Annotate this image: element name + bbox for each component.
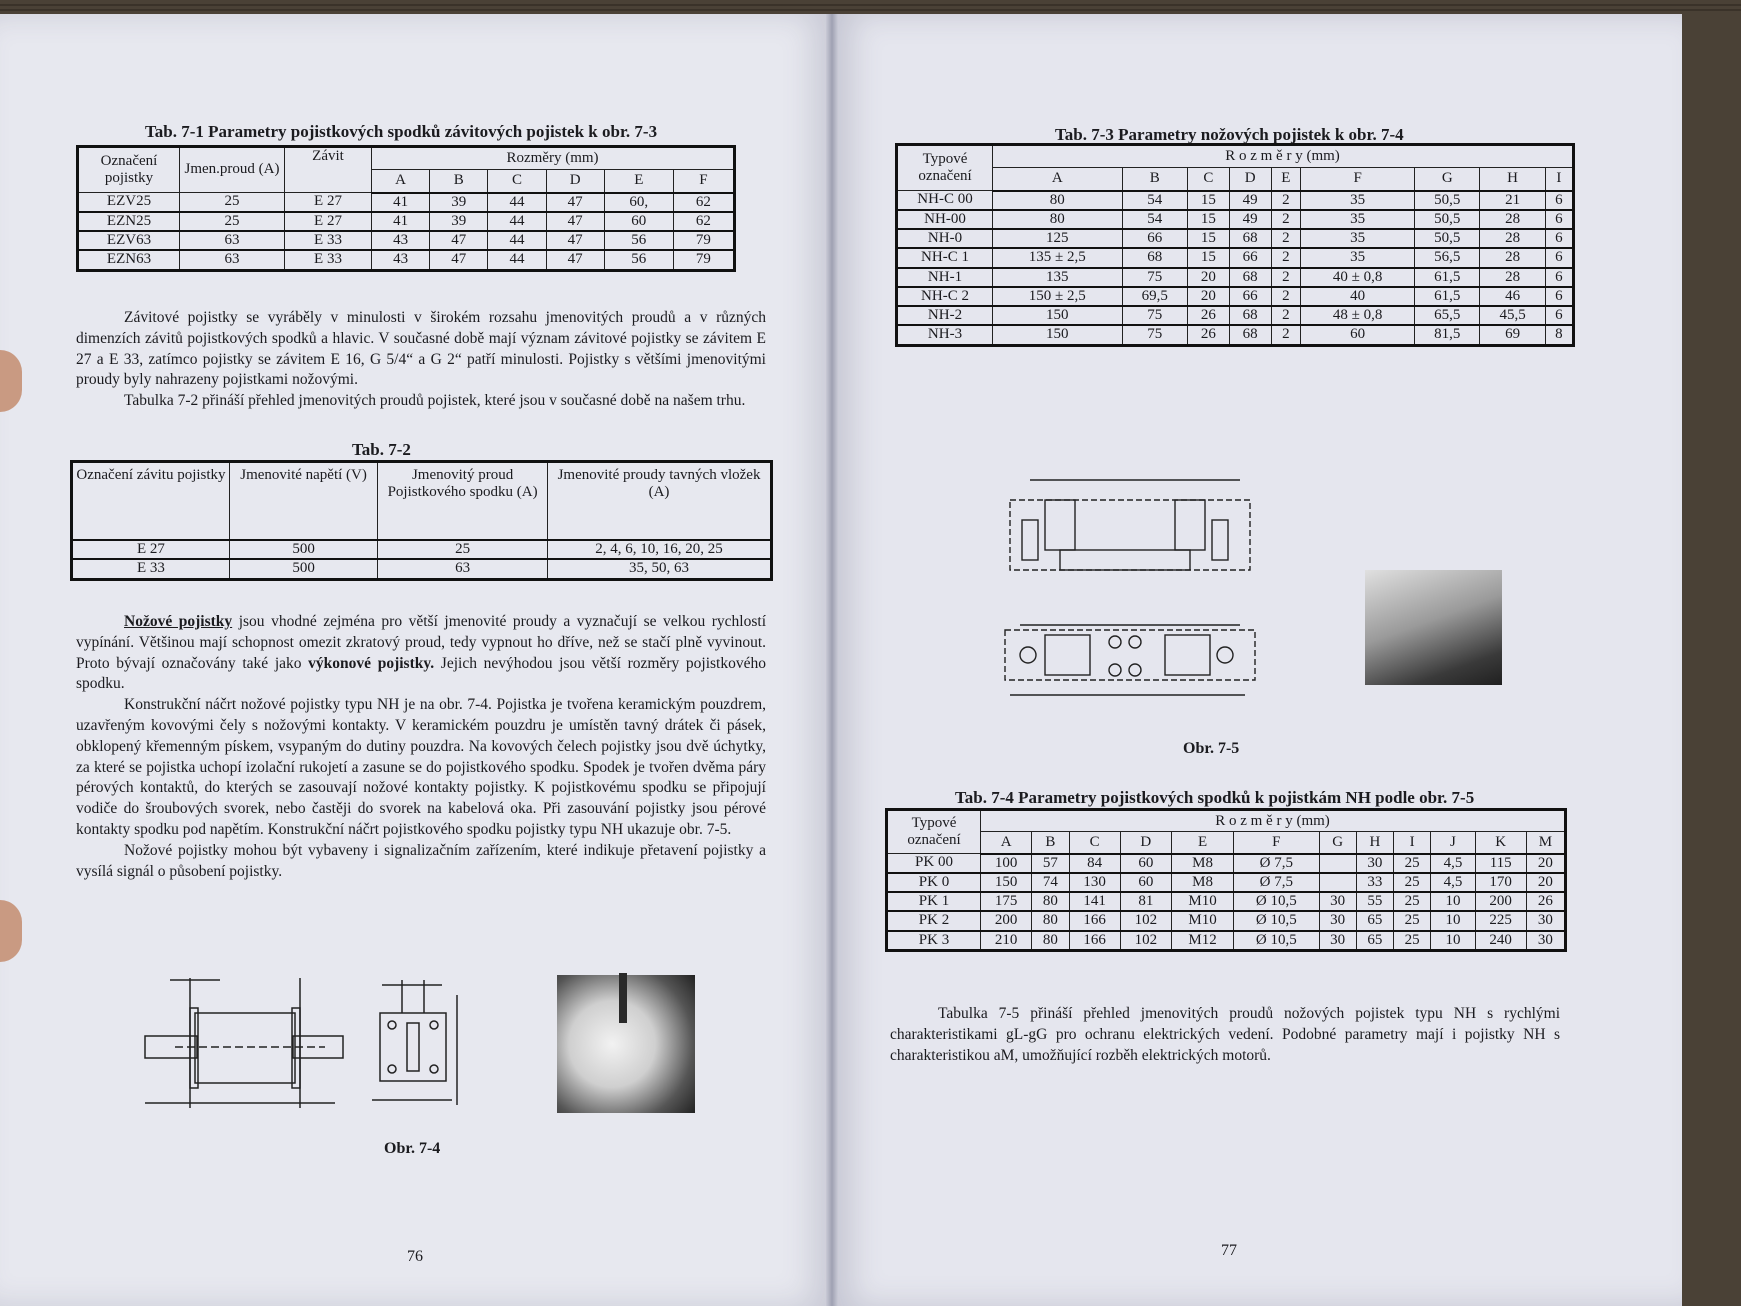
tab73-cell: 28 bbox=[1480, 229, 1545, 248]
tab71-cell: 39 bbox=[430, 212, 488, 231]
tab73-cell: 6 bbox=[1545, 268, 1573, 287]
tab73-cell: 61,5 bbox=[1415, 287, 1480, 306]
tab71-cell: 47 bbox=[430, 231, 488, 250]
tab73-cell: 2 bbox=[1271, 229, 1301, 248]
tab74-cell: 25 bbox=[1394, 873, 1431, 892]
tab74-cell: 100 bbox=[981, 854, 1032, 873]
tab74-cell: 200 bbox=[981, 911, 1032, 930]
tab71-cell: 43 bbox=[372, 231, 430, 250]
tab74-dim-header: E bbox=[1171, 832, 1233, 854]
tab72-cell: 500 bbox=[229, 559, 377, 579]
tab73-cell: 69 bbox=[1480, 325, 1545, 345]
tab73-cell: 135 bbox=[993, 268, 1123, 287]
tab71-cell: 62 bbox=[673, 193, 734, 212]
tab73-cell: 81,5 bbox=[1415, 325, 1480, 345]
fuse-side-drawing bbox=[135, 968, 345, 1118]
tab74-cell: 30 bbox=[1526, 911, 1565, 930]
tab73-cell: NH-C 2 bbox=[897, 287, 993, 306]
tab71-cell: 60, bbox=[604, 193, 673, 212]
fig74-caption: Obr. 7-4 bbox=[384, 1140, 441, 1157]
tab72-row bbox=[72, 540, 772, 559]
wood-grain bbox=[0, 4, 1741, 6]
tab73-row bbox=[897, 191, 1574, 210]
tab73-caption: Tab. 7-3 Parametry nožových pojistek k obr. 7-4 bbox=[1055, 125, 1404, 144]
tab71-cell: 44 bbox=[488, 231, 546, 250]
tab74-dim-header: B bbox=[1032, 832, 1069, 854]
tab71-cell: 56 bbox=[604, 231, 673, 250]
tab73-cell: 54 bbox=[1122, 210, 1187, 229]
tab74-head-rozmery: R o z m ě r y (mm) bbox=[981, 810, 1566, 832]
tab74-cell: 55 bbox=[1356, 892, 1393, 911]
tab71-dim-header: C bbox=[488, 170, 546, 193]
tab72-header: Jmenovité napětí (V) bbox=[229, 462, 377, 541]
tab73-cell: 40 bbox=[1301, 287, 1415, 306]
tab71-dim-header: D bbox=[546, 170, 604, 193]
tab73-cell: NH-1 bbox=[897, 268, 993, 287]
tab74-cell: Ø 10,5 bbox=[1234, 931, 1319, 951]
tab73-cell: 150 bbox=[993, 306, 1123, 325]
tab74-head-typ: Typové označení bbox=[887, 810, 981, 854]
tab74-cell: PK 00 bbox=[887, 854, 981, 873]
tab74-row bbox=[887, 873, 1566, 892]
tab73-cell: 35 bbox=[1301, 210, 1415, 229]
tab71-cell: 44 bbox=[488, 250, 546, 270]
tab73-cell: 28 bbox=[1480, 210, 1545, 229]
tab73-cell: 66 bbox=[1229, 248, 1271, 267]
tab73-cell: 46 bbox=[1480, 287, 1545, 306]
tab73-cell: 49 bbox=[1229, 191, 1271, 210]
tab74-cell: M10 bbox=[1171, 911, 1233, 930]
tab74-cell: 57 bbox=[1032, 854, 1069, 873]
tab73-cell: 2 bbox=[1271, 306, 1301, 325]
tab73-cell: 69,5 bbox=[1122, 287, 1187, 306]
tab73-dim-header: C bbox=[1187, 168, 1229, 191]
tab71-dim-header: F bbox=[673, 170, 734, 193]
para3-a: jsou vhodné zejména pro větší jmenovité proudy a vyznačují se velkou rychlostí vypínání. Většinou mají schopnost omezit zkratový proud, tedy vypnout ho dříve, než se stačí plně vyvinout. Proto bývají označovány také jako bbox=[76, 613, 767, 672]
paragraph-tab75 bbox=[890, 1004, 1560, 1066]
para4-text: Konstrukční náčrt nožové pojistky typu NH je na obr. 7-4. Pojistka je tvořena keramickým pouzdrem, uzavřeným kovovými čely s nožovými kontakty. V keramickém pouzdru je umístěn tavný drátek či pásek, obklopený křemenným pískem, vsypaným do dutiny pouzdra. Na kovových čelech pojistky jsou dvě úchytky, za které se pojistka uchopí izolační rukojetí a zasune se do pojistkového spodku. Spodek je tvořen dvěma páry pérových kontaktů, do kterých se zasouvají nožové kontakty pojistky. K pojistkovému spodku se připojují vodiče do šroubových svorek, nebo častěji do svorek na kabelová oka. Při zasouvání pojistky jsou pérové kontakty spodku pod napětím. Konstrukční náčrt pojistkového spodku pojistky typu NH ukazuje obr. 7-5. bbox=[76, 696, 766, 838]
tab74-cell: 25 bbox=[1394, 854, 1431, 873]
tab71-cell: EZV63 bbox=[78, 231, 180, 250]
tab74-cell: 20 bbox=[1526, 854, 1565, 873]
tab74-cell: PK 2 bbox=[887, 911, 981, 930]
tab74-cell: 25 bbox=[1394, 931, 1431, 951]
paragraph-zavitove bbox=[76, 308, 766, 412]
para-bottom-text: Tabulka 7-5 přináší přehled jmenovitých proudů nožových pojistek typu NH s rychlými charakteristikami gL-gG pro ochranu elektrických vedení. Podobné parametry mají i pojistky NH s charakteristikou aM, umožňující rozběh elektrických motorů. bbox=[890, 1005, 1560, 1064]
tab73-row bbox=[897, 268, 1574, 287]
para2-text: Tabulka 7-2 přináší přehled jmenovitých proudů pojistek, které jsou v současné době na našem trhu. bbox=[124, 392, 746, 410]
tab73-cell: 80 bbox=[993, 191, 1123, 210]
tab71-cell: 25 bbox=[180, 212, 285, 231]
tab71-cell: EZV25 bbox=[78, 193, 180, 212]
tab71-cell: 25 bbox=[180, 193, 285, 212]
tab72-header: Označení závitu pojistky bbox=[72, 462, 230, 541]
tab73-row bbox=[897, 210, 1574, 229]
tab71-row bbox=[78, 193, 735, 212]
tab74-dim-header: A bbox=[981, 832, 1032, 854]
tab73-dim-header: A bbox=[993, 168, 1123, 191]
tab73-cell: 15 bbox=[1187, 229, 1229, 248]
tab71-cell: E 27 bbox=[285, 193, 372, 212]
tab73-cell: NH-2 bbox=[897, 306, 993, 325]
tab73-dim-header: B bbox=[1122, 168, 1187, 191]
tab74-cell: PK 3 bbox=[887, 931, 981, 951]
tab73-cell: 20 bbox=[1187, 287, 1229, 306]
tab72-cell: E 33 bbox=[72, 559, 230, 579]
tab74-cell: Ø 7,5 bbox=[1234, 873, 1319, 892]
tab73-cell: 15 bbox=[1187, 210, 1229, 229]
para3-lead: Nožové pojistky bbox=[124, 613, 233, 630]
tab73-row bbox=[897, 248, 1574, 267]
tab73-cell: 68 bbox=[1229, 306, 1271, 325]
tab74-cell: M8 bbox=[1171, 873, 1233, 892]
tab74-cell: 166 bbox=[1069, 911, 1120, 930]
tab73-table bbox=[895, 143, 1575, 347]
tab73-cell: NH-0 bbox=[897, 229, 993, 248]
tab74-caption: Tab. 7-4 Parametry pojistkových spodků k pojistkám NH podle obr. 7-5 bbox=[955, 788, 1475, 807]
tab72-header: Jmenovité proudy tavných vložek (A) bbox=[548, 462, 772, 541]
tab74-dim-header: G bbox=[1319, 832, 1356, 854]
tab71-cell: 44 bbox=[488, 212, 546, 231]
tab73-dim-header: I bbox=[1545, 168, 1573, 191]
tab74-cell: 30 bbox=[1356, 854, 1393, 873]
tab73-cell: 68 bbox=[1122, 248, 1187, 267]
tab71-cell: 43 bbox=[372, 250, 430, 270]
tab73-cell: 40 ± 0,8 bbox=[1301, 268, 1415, 287]
tab71-cell: 41 bbox=[372, 212, 430, 231]
tab73-cell: 2 bbox=[1271, 268, 1301, 287]
tab74-cell: 10 bbox=[1431, 931, 1475, 951]
tab73-cell: 68 bbox=[1229, 325, 1271, 345]
tab72-table bbox=[70, 460, 773, 581]
tab73-cell: 66 bbox=[1229, 287, 1271, 306]
tab74-cell: PK 1 bbox=[887, 892, 981, 911]
tab74-dim-header: C bbox=[1069, 832, 1120, 854]
tab73-cell: 50,5 bbox=[1415, 210, 1480, 229]
tab74-dim-header: K bbox=[1475, 832, 1526, 854]
tab73-cell: 2 bbox=[1271, 287, 1301, 306]
tab73-cell: 8 bbox=[1545, 325, 1573, 345]
tab74-cell: 65 bbox=[1356, 931, 1393, 951]
tab74-cell: 60 bbox=[1120, 854, 1171, 873]
tab73-cell: 6 bbox=[1545, 191, 1573, 210]
tab73-cell: 80 bbox=[993, 210, 1123, 229]
tab74-cell: 115 bbox=[1475, 854, 1526, 873]
tab74-cell: M12 bbox=[1171, 931, 1233, 951]
tab74-cell: 81 bbox=[1120, 892, 1171, 911]
tab74-cell: 33 bbox=[1356, 873, 1393, 892]
tab74-cell: 30 bbox=[1319, 911, 1356, 930]
tab71-head-oznaceni: Označení pojistky bbox=[78, 147, 180, 193]
tab71-cell: E 27 bbox=[285, 212, 372, 231]
tab74-row bbox=[887, 892, 1566, 911]
tab73-cell: 6 bbox=[1545, 248, 1573, 267]
tab74-cell: 74 bbox=[1032, 873, 1069, 892]
tab71-cell: 47 bbox=[546, 212, 604, 231]
page-number-left: 76 bbox=[407, 1248, 423, 1265]
tab74-cell: 166 bbox=[1069, 931, 1120, 951]
tab74-row bbox=[887, 911, 1566, 930]
tab74-dim-header: F bbox=[1234, 832, 1319, 854]
tab72-cell: 25 bbox=[378, 540, 548, 559]
tab74-cell: 210 bbox=[981, 931, 1032, 951]
tab73-cell: 75 bbox=[1122, 325, 1187, 345]
tab73-cell: 35 bbox=[1301, 191, 1415, 210]
tab73-cell: NH-C 00 bbox=[897, 191, 993, 210]
tab73-cell: 6 bbox=[1545, 210, 1573, 229]
tab74-cell: 10 bbox=[1431, 911, 1475, 930]
tab71-head-jmen: Jmen.proud (A) bbox=[180, 147, 285, 193]
tab73-cell: NH-3 bbox=[897, 325, 993, 345]
tab71-cell: E 33 bbox=[285, 231, 372, 250]
tab73-cell: 21 bbox=[1480, 191, 1545, 210]
tab71-dim-header: A bbox=[372, 170, 430, 193]
tab72-cell: 2, 4, 6, 10, 16, 20, 25 bbox=[548, 540, 772, 559]
tab74-cell: 60 bbox=[1120, 873, 1171, 892]
tab74-cell: Ø 10,5 bbox=[1234, 892, 1319, 911]
tab73-cell: 26 bbox=[1187, 306, 1229, 325]
tab73-cell: 65,5 bbox=[1415, 306, 1480, 325]
tab73-cell: 45,5 bbox=[1480, 306, 1545, 325]
tab74-cell: 4,5 bbox=[1431, 873, 1475, 892]
tab74-cell: Ø 7,5 bbox=[1234, 854, 1319, 873]
fuse-front-drawing bbox=[372, 975, 472, 1120]
tab73-cell: 2 bbox=[1271, 191, 1301, 210]
tab73-cell: 49 bbox=[1229, 210, 1271, 229]
tab74-cell: 102 bbox=[1120, 931, 1171, 951]
tab73-cell: 6 bbox=[1545, 287, 1573, 306]
tab71-cell: 47 bbox=[546, 193, 604, 212]
tab74-cell: 80 bbox=[1032, 892, 1069, 911]
tab74-dim-header: D bbox=[1120, 832, 1171, 854]
tab74-cell: 240 bbox=[1475, 931, 1526, 951]
tab73-cell: 35 bbox=[1301, 248, 1415, 267]
tab72-header: Jmenovitý proud Pojistkového spodku (A) bbox=[378, 462, 548, 541]
tab74-cell: 25 bbox=[1394, 892, 1431, 911]
tab74-cell: 80 bbox=[1032, 911, 1069, 930]
tab71-cell: 44 bbox=[488, 193, 546, 212]
para1-text: Závitové pojistky se vyráběly v minulosti v širokém rozsahu jmenovitých proudů a v různých dimenzích závitů pojistkových spodků a hlavic. V současné době mají význam závitové pojistky se závitem E 27 a E 33, zatímco pojistky se závitem E 16, G 5/4“ a G 2“ patří minulosti. Pojistky s většími jmenovitými proudy byly nahrazeny pojistkami nožovými. bbox=[76, 309, 766, 389]
tab74-cell bbox=[1319, 873, 1356, 892]
tab73-cell: 6 bbox=[1545, 229, 1573, 248]
tab74-cell: 25 bbox=[1394, 911, 1431, 930]
tab71-cell: EZN63 bbox=[78, 250, 180, 270]
tab71-cell: 56 bbox=[604, 250, 673, 270]
tab72-row bbox=[72, 559, 772, 579]
tab73-dim-header: D bbox=[1229, 168, 1271, 191]
tab71-row bbox=[78, 231, 735, 250]
tab72-cell: 63 bbox=[378, 559, 548, 579]
tab74-cell: 200 bbox=[1475, 892, 1526, 911]
tab74-row bbox=[887, 854, 1566, 873]
tab74-cell: 84 bbox=[1069, 854, 1120, 873]
tab74-cell: 4,5 bbox=[1431, 854, 1475, 873]
tab73-head-rozmery: R o z m ě r y (mm) bbox=[993, 145, 1574, 168]
tab73-cell: 60 bbox=[1301, 325, 1415, 345]
tab74-cell: 170 bbox=[1475, 873, 1526, 892]
tab73-cell: 6 bbox=[1545, 306, 1573, 325]
tab71-row bbox=[78, 250, 735, 270]
tab71-cell: 47 bbox=[430, 250, 488, 270]
tab73-row bbox=[897, 306, 1574, 325]
tab74-dim-header: H bbox=[1356, 832, 1393, 854]
tab73-row bbox=[897, 229, 1574, 248]
tab73-cell: 2 bbox=[1271, 325, 1301, 345]
tab74-cell: 65 bbox=[1356, 911, 1393, 930]
tab73-dim-header: F bbox=[1301, 168, 1415, 191]
tab73-cell: 75 bbox=[1122, 268, 1187, 287]
tab73-cell: 28 bbox=[1480, 268, 1545, 287]
tab74-cell: PK 0 bbox=[887, 873, 981, 892]
tab73-cell: 20 bbox=[1187, 268, 1229, 287]
tab73-cell: 54 bbox=[1122, 191, 1187, 210]
tab71-cell: 39 bbox=[430, 193, 488, 212]
tab73-dim-header: E bbox=[1271, 168, 1301, 191]
tab71-dim-header: E bbox=[604, 170, 673, 193]
tab73-cell: 48 ± 0,8 bbox=[1301, 306, 1415, 325]
fig75-caption: Obr. 7-5 bbox=[1183, 740, 1240, 757]
tab72-cell: 35, 50, 63 bbox=[548, 559, 772, 579]
tab71-dim-header: B bbox=[430, 170, 488, 193]
tab71-cell: 47 bbox=[546, 231, 604, 250]
fuse-base-drawing bbox=[1000, 470, 1260, 710]
tab73-row bbox=[897, 287, 1574, 306]
tab72-caption: Tab. 7-2 bbox=[352, 440, 411, 459]
fuse-photo bbox=[557, 975, 695, 1113]
tab73-cell: 35 bbox=[1301, 229, 1415, 248]
tab73-cell: 28 bbox=[1480, 248, 1545, 267]
tab71-cell: 63 bbox=[180, 231, 285, 250]
tab74-cell: 30 bbox=[1319, 931, 1356, 951]
tab74-cell: 30 bbox=[1526, 931, 1565, 951]
tab71-cell: 47 bbox=[546, 250, 604, 270]
tab73-dim-header: G bbox=[1415, 168, 1480, 191]
tab74-cell: M10 bbox=[1171, 892, 1233, 911]
tab74-table bbox=[885, 808, 1567, 952]
tab74-row bbox=[887, 931, 1566, 951]
tab71-cell: E 33 bbox=[285, 250, 372, 270]
page-number-right: 77 bbox=[1221, 1242, 1237, 1259]
para5-text: Nožové pojistky mohou být vybaveny i signalizačním zařízením, které indikuje přetavení pojistky a vysílá signál o působení pojistky. bbox=[76, 841, 766, 880]
wood-grain bbox=[0, 9, 1741, 11]
para3-b: Jejich nevýhodou jsou větší rozměry pojistkového spodku. bbox=[76, 654, 766, 693]
tab71-cell: 41 bbox=[372, 193, 430, 212]
tab73-cell: 135 ± 2,5 bbox=[993, 248, 1123, 267]
tab73-cell: 150 bbox=[993, 325, 1123, 345]
tab74-cell: 20 bbox=[1526, 873, 1565, 892]
tab74-cell: 80 bbox=[1032, 931, 1069, 951]
tab73-cell: 2 bbox=[1271, 210, 1301, 229]
tab73-cell: NH-C 1 bbox=[897, 248, 993, 267]
fuse-base-photo bbox=[1365, 570, 1502, 685]
tab74-cell: 225 bbox=[1475, 911, 1526, 930]
tab73-cell: 56,5 bbox=[1415, 248, 1480, 267]
tab73-cell: 15 bbox=[1187, 248, 1229, 267]
tab73-cell: 50,5 bbox=[1415, 229, 1480, 248]
tab74-dim-header: M bbox=[1526, 832, 1565, 854]
tab73-cell: 125 bbox=[993, 229, 1123, 248]
tab74-cell bbox=[1319, 854, 1356, 873]
tab73-cell: 2 bbox=[1271, 248, 1301, 267]
tab73-cell: 68 bbox=[1229, 268, 1271, 287]
tab71-cell: 62 bbox=[673, 212, 734, 231]
tab71-caption: Tab. 7-1 Parametry pojistkových spodků závitových pojistek k obr. 7-3 bbox=[145, 122, 658, 141]
tab71-cell: 63 bbox=[180, 250, 285, 270]
tab74-cell: 30 bbox=[1319, 892, 1356, 911]
tab74-cell: 130 bbox=[1069, 873, 1120, 892]
tab71-cell: 60 bbox=[604, 212, 673, 231]
tab72-cell: 500 bbox=[229, 540, 377, 559]
tab72-cell: E 27 bbox=[72, 540, 230, 559]
tab73-dim-header: H bbox=[1480, 168, 1545, 191]
para3-bold: výkonové pojistky. bbox=[308, 654, 435, 672]
tab73-cell: 15 bbox=[1187, 191, 1229, 210]
tab74-cell: Ø 10,5 bbox=[1234, 911, 1319, 930]
tab74-cell: 102 bbox=[1120, 911, 1171, 930]
tab71-table bbox=[76, 145, 736, 272]
tab73-cell: 26 bbox=[1187, 325, 1229, 345]
tab74-cell: 150 bbox=[981, 873, 1032, 892]
tab73-row bbox=[897, 325, 1574, 345]
tab74-cell: 10 bbox=[1431, 892, 1475, 911]
tab71-cell: EZN25 bbox=[78, 212, 180, 231]
tab74-dim-header: I bbox=[1394, 832, 1431, 854]
tab73-cell: 61,5 bbox=[1415, 268, 1480, 287]
tab73-cell: 75 bbox=[1122, 306, 1187, 325]
tab73-cell: 150 ± 2,5 bbox=[993, 287, 1123, 306]
tab71-row bbox=[78, 212, 735, 231]
book-spine bbox=[826, 14, 838, 1306]
tab73-cell: 66 bbox=[1122, 229, 1187, 248]
tab73-head-typ: Typové označení bbox=[897, 145, 993, 191]
tab74-cell: M8 bbox=[1171, 854, 1233, 873]
tab74-dim-header: J bbox=[1431, 832, 1475, 854]
tab74-cell: 175 bbox=[981, 892, 1032, 911]
tab71-head-rozmery: Rozměry (mm) bbox=[372, 147, 735, 170]
tab71-cell: 79 bbox=[673, 250, 734, 270]
tab73-cell: 68 bbox=[1229, 229, 1271, 248]
tab74-cell: 26 bbox=[1526, 892, 1565, 911]
tab71-head-zavit: Závit bbox=[285, 147, 372, 193]
paragraph-nozove bbox=[76, 612, 766, 882]
tab73-cell: NH-00 bbox=[897, 210, 993, 229]
tab73-cell: 50,5 bbox=[1415, 191, 1480, 210]
tab74-cell: 141 bbox=[1069, 892, 1120, 911]
tab71-cell: 79 bbox=[673, 231, 734, 250]
